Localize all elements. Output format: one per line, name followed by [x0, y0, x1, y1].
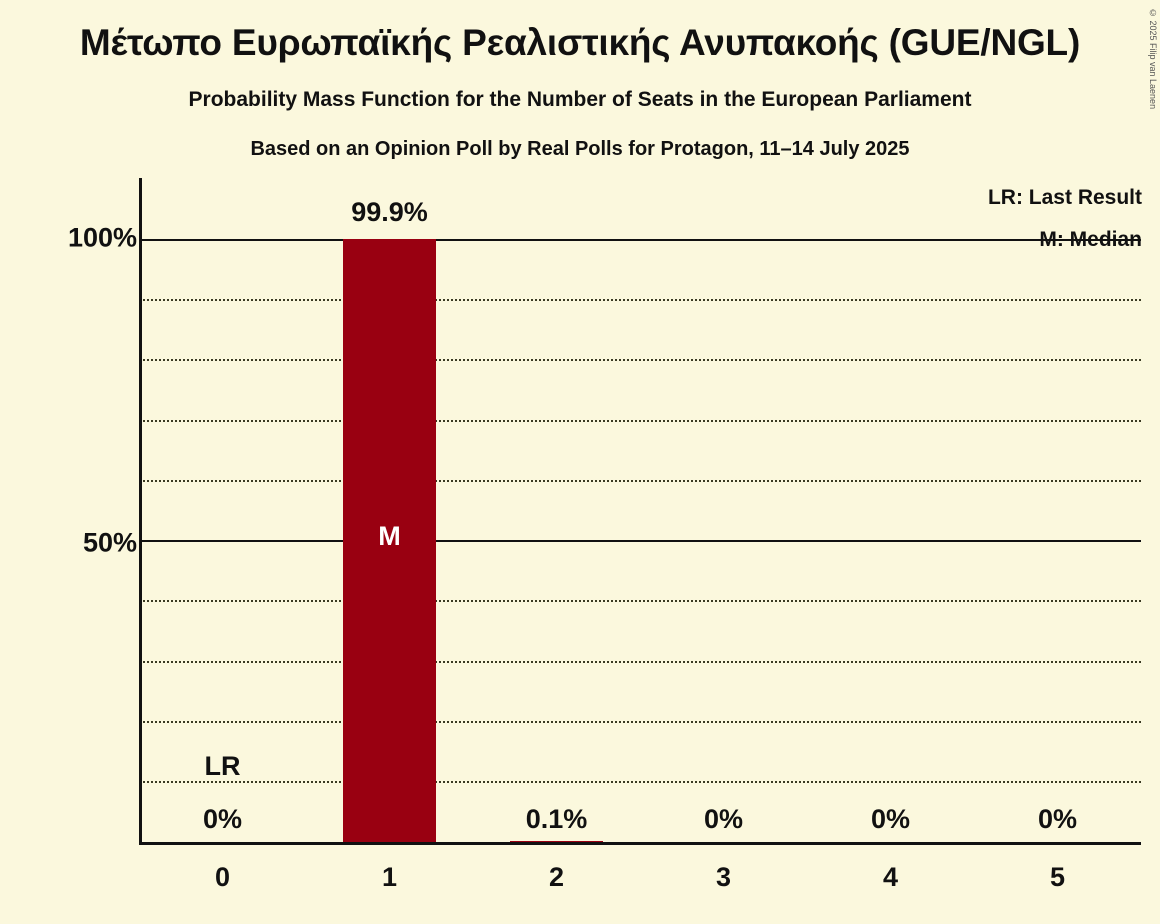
plot-area	[139, 178, 1141, 845]
bar-slot-1[interactable]	[306, 178, 473, 842]
bar-value-2: 0.1%	[525, 804, 588, 834]
legend-median: M: Median	[1039, 228, 1142, 251]
bar-value-5: 0%	[1037, 804, 1078, 834]
x-tick-label-2: 2	[548, 862, 565, 892]
bar-slot-5[interactable]	[974, 178, 1141, 842]
bars-group	[139, 178, 1141, 845]
bar-slot-2[interactable]	[473, 178, 640, 842]
bar-slot-4[interactable]	[807, 178, 974, 842]
x-tick-label-3: 3	[715, 862, 732, 892]
bar-slot-3[interactable]	[640, 178, 807, 842]
chart-source-note: Based on an Opinion Poll by Real Polls for Protagon, 11–14 July 2025	[250, 138, 910, 160]
legend-last-result: LR: Last Result	[987, 186, 1142, 209]
chart-title: Μέτωπο Ευρωπαϊκής Ρεαλιστικής Ανυπακοής (GUE/NGL)	[79, 22, 1081, 63]
copyright-notice: © 2025 Filip van Laenen	[1148, 8, 1158, 110]
chart-subtitle: Probability Mass Function for the Number of Seats in the European Parliament	[188, 88, 972, 111]
y-tick-label-50: 50%	[82, 527, 137, 558]
x-tick-label-0: 0	[214, 862, 231, 892]
marker-median: M	[378, 521, 401, 551]
bar-value-1: 99.9%	[351, 197, 428, 227]
bar-value-0: 0%	[202, 804, 243, 834]
x-tick-label-5: 5	[1049, 862, 1066, 892]
bar-2[interactable]	[510, 841, 604, 842]
x-tick-label-1: 1	[381, 862, 398, 892]
marker-last-result: LR	[204, 751, 241, 781]
bar-value-3: 0%	[703, 804, 744, 834]
bar-slot-0[interactable]	[139, 178, 306, 842]
y-tick-label-100: 100%	[67, 222, 137, 253]
x-tick-label-4: 4	[882, 862, 899, 892]
bar-value-4: 0%	[870, 804, 911, 834]
